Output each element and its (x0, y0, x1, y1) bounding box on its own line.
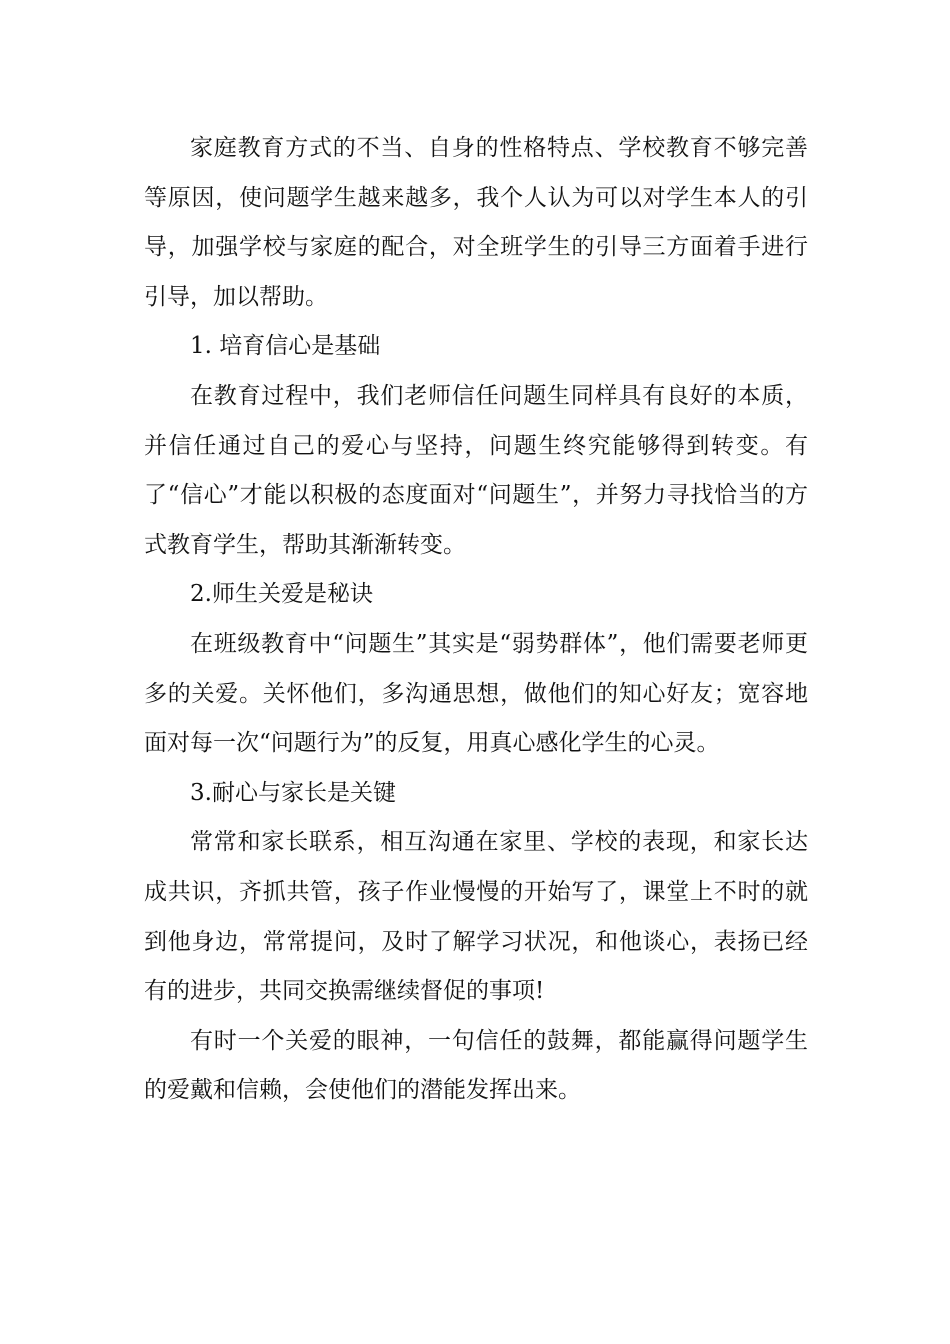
paragraph-section-1: 在教育过程中，我们老师信任问题生同样具有良好的本质，并信任通过自己的爱心与坚持，问题生终究能够得到转变。有了“信心”才能以积极的态度面对“问题生”，并努力寻找恰当的方式教育学生，帮助其渐渐转变。 (144, 382, 808, 558)
paragraph-section-2: 在班级教育中“问题生”其实是“弱势群体”，他们需要老师更多的关爱。关怀他们，多沟通思想，做他们的知心好友；宽容地面对每一次“问题行为”的反复，用真心感化学生的心灵。 (144, 630, 808, 757)
section-heading-3: 3.耐心与家长是关键 (190, 779, 396, 806)
paragraph-closing: 有时一个关爱的眼神，一句信任的鼓舞，都能赢得问题学生的爱戴和信赖，会使他们的潜能发挥出来。 (144, 1027, 808, 1104)
section-heading-1: 1. 培育信心是基础 (190, 333, 381, 360)
section-heading-2: 2.师生关爱是秘诀 (190, 581, 373, 608)
paragraph-intro: 家庭教育方式的不当、自身的性格特点、学校教育不够完善等原因，使问题学生越来越多，我个人认为可以对学生本人的引导，加强学校与家庭的配合，对全班学生的引导三方面着手进行引导，加以帮助。 (144, 135, 808, 310)
document-page (144, 124, 808, 1116)
paragraph-section-3: 常常和家长联系，相互沟通在家里、学校的表现，和家长达成共识，齐抓共管，孩子作业慢慢的开始写了，课堂上不时的就到他身边，常常提问，及时了解学习状况，和他谈心，表扬已经有的进步，共同交换需继续督促的事项! (144, 829, 808, 1005)
